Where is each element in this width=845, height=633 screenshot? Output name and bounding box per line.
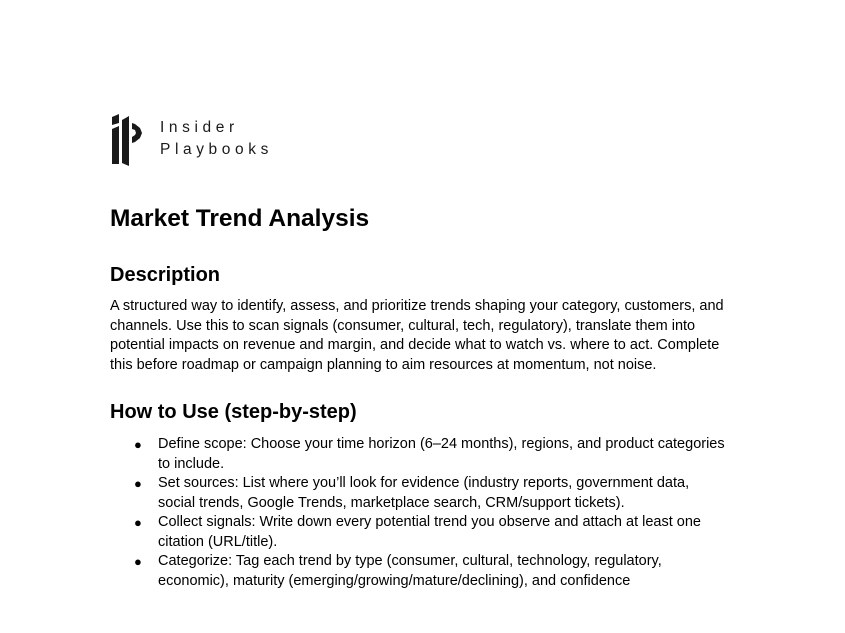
- brand-logo: [110, 114, 273, 166]
- brand-line-1: Insider: [160, 119, 239, 136]
- bullet-icon: ●: [134, 437, 142, 452]
- brand-line-2: Playbooks: [160, 141, 273, 158]
- step-text-line: Define scope: Choose your time horizon (6–24 months), regions, and product categories: [158, 436, 725, 452]
- description-heading: Description: [110, 264, 221, 286]
- step-text-line: Categorize: Tag each trend by type (consumer, cultural, technology, regulatory,: [158, 553, 662, 569]
- description-paragraph: [110, 297, 740, 375]
- step-text-line: Collect signals: Write down every potential trend you observe and attach at least one: [158, 514, 701, 530]
- step-text-line: citation (URL/title).: [158, 533, 278, 550]
- list-item: [110, 474, 750, 513]
- brand-wordmark: [160, 117, 273, 161]
- list-item: [110, 513, 750, 552]
- bullet-icon: ●: [134, 515, 142, 530]
- list-item: [110, 552, 750, 591]
- step-text-line: social trends, Google Trends, marketplace search, CRM/support tickets).: [158, 494, 625, 511]
- description-line: channels. Use this to scan signals (consumer, cultural, tech, regulatory), translate them into: [110, 317, 696, 334]
- insider-playbooks-logo-icon: [110, 114, 144, 166]
- list-item: [110, 435, 750, 474]
- description-line: A structured way to identify, assess, and prioritize trends shaping your category, customers, and: [110, 298, 724, 314]
- description-line: potential impacts on revenue and margin, and decide what to watch vs. where to act. Complete: [110, 337, 720, 353]
- description-line: this before roadmap or campaign planning to aim resources at momentum, not noise.: [110, 356, 657, 373]
- how-to-use-heading: How to Use (step-by-step): [110, 401, 357, 423]
- step-text-line: Set sources: List where you’ll look for evidence (industry reports, government data,: [158, 475, 690, 491]
- bullet-icon: ●: [134, 476, 142, 491]
- step-text-line: economic), maturity (emerging/growing/mature/declining), and confidence: [158, 572, 631, 589]
- page-title: Market Trend Analysis: [110, 205, 370, 232]
- bullet-icon: ●: [134, 554, 142, 569]
- step-text-line: to include.: [158, 455, 225, 472]
- steps-list: [110, 435, 750, 591]
